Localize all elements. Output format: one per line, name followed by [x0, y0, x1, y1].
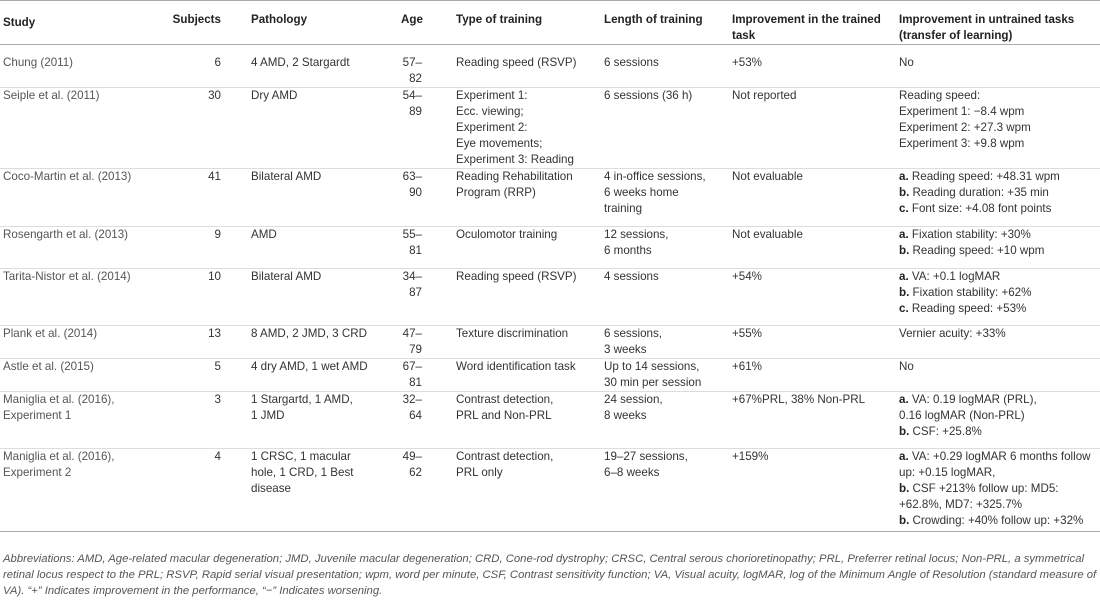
header-trained-improvement: Improvement in the trained task — [726, 1, 893, 45]
cell-untrained-improvement — [893, 359, 1100, 392]
untrained-item-label: b. — [899, 186, 910, 199]
cell-type-of-training: Reading speed (RSVP) — [450, 45, 598, 88]
cell-study: Plank et al. (2014) — [0, 326, 160, 359]
untrained-item — [899, 326, 1094, 342]
table-row — [0, 88, 1100, 169]
cell-subjects: 3 — [160, 392, 245, 449]
cell-age: 47–79 — [395, 326, 450, 359]
cell-age: 54–89 — [395, 88, 450, 169]
cell-age: 63–90 — [395, 169, 450, 227]
cell-age: 49–62 — [395, 449, 450, 532]
header-subjects: Subjects — [160, 1, 245, 45]
untrained-item — [899, 285, 1094, 301]
untrained-item — [899, 185, 1094, 201]
cell-study: Rosengarth et al. (2013) — [0, 227, 160, 269]
untrained-item-label: a. — [899, 170, 909, 183]
untrained-item — [899, 301, 1094, 317]
cell-trained-improvement: +67%PRL, 38% Non-PRL — [726, 392, 893, 449]
cell-subjects: 9 — [160, 227, 245, 269]
cell-type-of-training: Experiment 1: Ecc. viewing; Experiment 2: Eye movements; Experiment 3: Reading — [450, 88, 598, 169]
untrained-item — [899, 88, 1094, 104]
untrained-item-label: b. — [899, 514, 910, 527]
cell-subjects: 41 — [160, 169, 245, 227]
untrained-item — [899, 120, 1094, 136]
cell-length-of-training: 19–27 sessions, 6–8 weeks — [598, 449, 726, 532]
untrained-item-text: Reading speed: +53% — [911, 302, 1027, 315]
cell-age: 34–87 — [395, 269, 450, 326]
header-pathology: Pathology — [245, 1, 395, 45]
cell-length-of-training: 12 sessions, 6 months — [598, 227, 726, 269]
untrained-item-label: a. — [899, 228, 909, 241]
untrained-item — [899, 449, 1094, 481]
table-row — [0, 449, 1100, 532]
cell-length-of-training: 4 in-office sessions, 6 weeks home training — [598, 169, 726, 227]
cell-type-of-training: Oculomotor training — [450, 227, 598, 269]
untrained-item — [899, 201, 1094, 217]
table-row — [0, 227, 1100, 269]
cell-trained-improvement: +61% — [726, 359, 893, 392]
cell-untrained-improvement — [893, 392, 1100, 449]
cell-length-of-training: 6 sessions — [598, 45, 726, 88]
cell-trained-improvement: Not evaluable — [726, 169, 893, 227]
untrained-item — [899, 136, 1094, 152]
untrained-item-text: VA: +0.1 logMAR — [911, 270, 1001, 283]
cell-study: Tarita-Nistor et al. (2014) — [0, 269, 160, 326]
cell-type-of-training: Reading speed (RSVP) — [450, 269, 598, 326]
untrained-item-label: b. — [899, 482, 910, 495]
cell-pathology: Dry AMD — [245, 88, 395, 169]
untrained-item-label: c. — [899, 202, 909, 215]
untrained-item-text: Reading duration: +35 min — [912, 186, 1049, 199]
cell-pathology: 4 AMD, 2 Stargardt — [245, 45, 395, 88]
table-row — [0, 359, 1100, 392]
cell-trained-improvement: Not reported — [726, 88, 893, 169]
cell-length-of-training: 6 sessions (36 h) — [598, 88, 726, 169]
cell-subjects: 5 — [160, 359, 245, 392]
table-row — [0, 169, 1100, 227]
untrained-item-text: No — [899, 56, 914, 69]
untrained-item-label: b. — [899, 286, 910, 299]
cell-pathology: 4 dry AMD, 1 wet AMD — [245, 359, 395, 392]
untrained-item-text: VA: +0.29 logMAR 6 months follow up: +0.15 logMAR, — [899, 450, 1091, 479]
cell-trained-improvement: Not evaluable — [726, 227, 893, 269]
cell-type-of-training: Contrast detection, PRL only — [450, 449, 598, 532]
table-body — [0, 45, 1100, 532]
untrained-item-label: a. — [899, 270, 909, 283]
untrained-item-text: Reading speed: — [899, 89, 981, 102]
cell-subjects: 30 — [160, 88, 245, 169]
cell-type-of-training: Word identification task — [450, 359, 598, 392]
cell-study: Chung (2011) — [0, 45, 160, 88]
cell-pathology: 1 CRSC, 1 macular hole, 1 CRD, 1 Best disease — [245, 449, 395, 532]
untrained-item-text: Font size: +4.08 font points — [911, 202, 1052, 215]
untrained-item — [899, 513, 1094, 529]
cell-study: Maniglia et al. (2016), Experiment 1 — [0, 392, 160, 449]
untrained-item-text: No — [899, 360, 914, 373]
untrained-item — [899, 359, 1094, 375]
cell-pathology: 1 Stargartd, 1 AMD, 1 JMD — [245, 392, 395, 449]
untrained-item-text: CSF: +25.8% — [912, 425, 982, 438]
untrained-item-text: Experiment 2: +27.3 wpm — [899, 121, 1031, 134]
cell-untrained-improvement — [893, 326, 1100, 359]
cell-pathology: AMD — [245, 227, 395, 269]
cell-untrained-improvement — [893, 269, 1100, 326]
untrained-item-label: b. — [899, 244, 910, 257]
cell-study: Seiple et al. (2011) — [0, 88, 160, 169]
untrained-item-text: Fixation stability: +30% — [911, 228, 1031, 241]
cell-study: Astle et al. (2015) — [0, 359, 160, 392]
untrained-item-text: Reading speed: +10 wpm — [912, 244, 1045, 257]
cell-type-of-training: Reading Rehabilitation Program (RRP) — [450, 169, 598, 227]
untrained-item-label: a. — [899, 393, 909, 406]
cell-age: 67–81 — [395, 359, 450, 392]
table-row — [0, 269, 1100, 326]
header-age: Age — [395, 1, 450, 45]
header-length-of-training: Length of training — [598, 1, 726, 45]
untrained-item-label: c. — [899, 302, 909, 315]
untrained-item-text: Reading speed: +48.31 wpm — [911, 170, 1060, 183]
table-row — [0, 45, 1100, 88]
header-type-of-training: Type of training — [450, 1, 598, 45]
untrained-item-text: Experiment 3: +9.8 wpm — [899, 137, 1025, 150]
untrained-item-text: Crowding: +40% follow up: +32% — [912, 514, 1084, 527]
untrained-item-label: b. — [899, 425, 910, 438]
header-untrained-improvement: Improvement in untrained tasks (transfer of learning) — [893, 1, 1100, 45]
cell-length-of-training: 6 sessions, 3 weeks — [598, 326, 726, 359]
untrained-item-text: Experiment 1: −8.4 wpm — [899, 105, 1025, 118]
header-study: Study — [0, 1, 160, 45]
table-row — [0, 326, 1100, 359]
untrained-item — [899, 424, 1094, 440]
cell-trained-improvement: +159% — [726, 449, 893, 532]
cell-age: 55–81 — [395, 227, 450, 269]
cell-untrained-improvement — [893, 449, 1100, 532]
cell-untrained-improvement — [893, 88, 1100, 169]
untrained-item — [899, 55, 1094, 71]
cell-type-of-training: Contrast detection, PRL and Non-PRL — [450, 392, 598, 449]
abbreviations-footnote: Abbreviations: AMD, Age-related macular degeneration; JMD, Juvenile macular degeneration; CRD, Cone-rod dystrophy; CRSC, Central serous chorioretinopathy; PRL, Preferrer retinal locus; Non-PRL, a symmetrical retinal locus respect to the PRL; RSVP, Rapid serial visual presentation; wpm, word per minute, CSF, Contrast sensitivity function; VA, Visual acuity, logMAR, log of the Minimum Angle of Resolution (standard measure of VA). “+” Indicates improvement in the performance, “−” Indicates worsening. — [3, 553, 1097, 597]
untrained-item-text: Fixation stability: +62% — [912, 286, 1032, 299]
cell-study: Maniglia et al. (2016), Experiment 2 — [0, 449, 160, 532]
cell-length-of-training: 4 sessions — [598, 269, 726, 326]
untrained-item-text: VA: 0.19 logMAR (PRL), 0.16 logMAR (Non-PRL) — [899, 393, 1037, 422]
cell-age: 32–64 — [395, 392, 450, 449]
cell-trained-improvement: +55% — [726, 326, 893, 359]
untrained-item-label: a. — [899, 450, 909, 463]
untrained-item-text: Vernier acuity: +33% — [899, 327, 1006, 340]
untrained-item-text: CSF +213% follow up: MD5: +62.8%, MD7: +325.7% — [899, 482, 1059, 511]
cell-study: Coco-Martin et al. (2013) — [0, 169, 160, 227]
untrained-item — [899, 243, 1094, 259]
untrained-item — [899, 392, 1094, 424]
cell-length-of-training: Up to 14 sessions, 30 min per session — [598, 359, 726, 392]
cell-subjects: 10 — [160, 269, 245, 326]
cell-type-of-training: Texture discrimination — [450, 326, 598, 359]
cell-age: 57–82 — [395, 45, 450, 88]
cell-length-of-training: 24 session, 8 weeks — [598, 392, 726, 449]
untrained-item — [899, 269, 1094, 285]
table-header-row — [0, 1, 1100, 45]
table-row — [0, 392, 1100, 449]
cell-untrained-improvement — [893, 45, 1100, 88]
cell-untrained-improvement — [893, 169, 1100, 227]
cell-subjects: 13 — [160, 326, 245, 359]
cell-subjects: 4 — [160, 449, 245, 532]
untrained-item — [899, 481, 1094, 513]
cell-pathology: Bilateral AMD — [245, 169, 395, 227]
untrained-item — [899, 227, 1094, 243]
cell-untrained-improvement — [893, 227, 1100, 269]
untrained-item — [899, 169, 1094, 185]
cell-pathology: Bilateral AMD — [245, 269, 395, 326]
untrained-item — [899, 104, 1094, 120]
cell-trained-improvement: +53% — [726, 45, 893, 88]
cell-subjects: 6 — [160, 45, 245, 88]
cell-pathology: 8 AMD, 2 JMD, 3 CRD — [245, 326, 395, 359]
cell-trained-improvement: +54% — [726, 269, 893, 326]
